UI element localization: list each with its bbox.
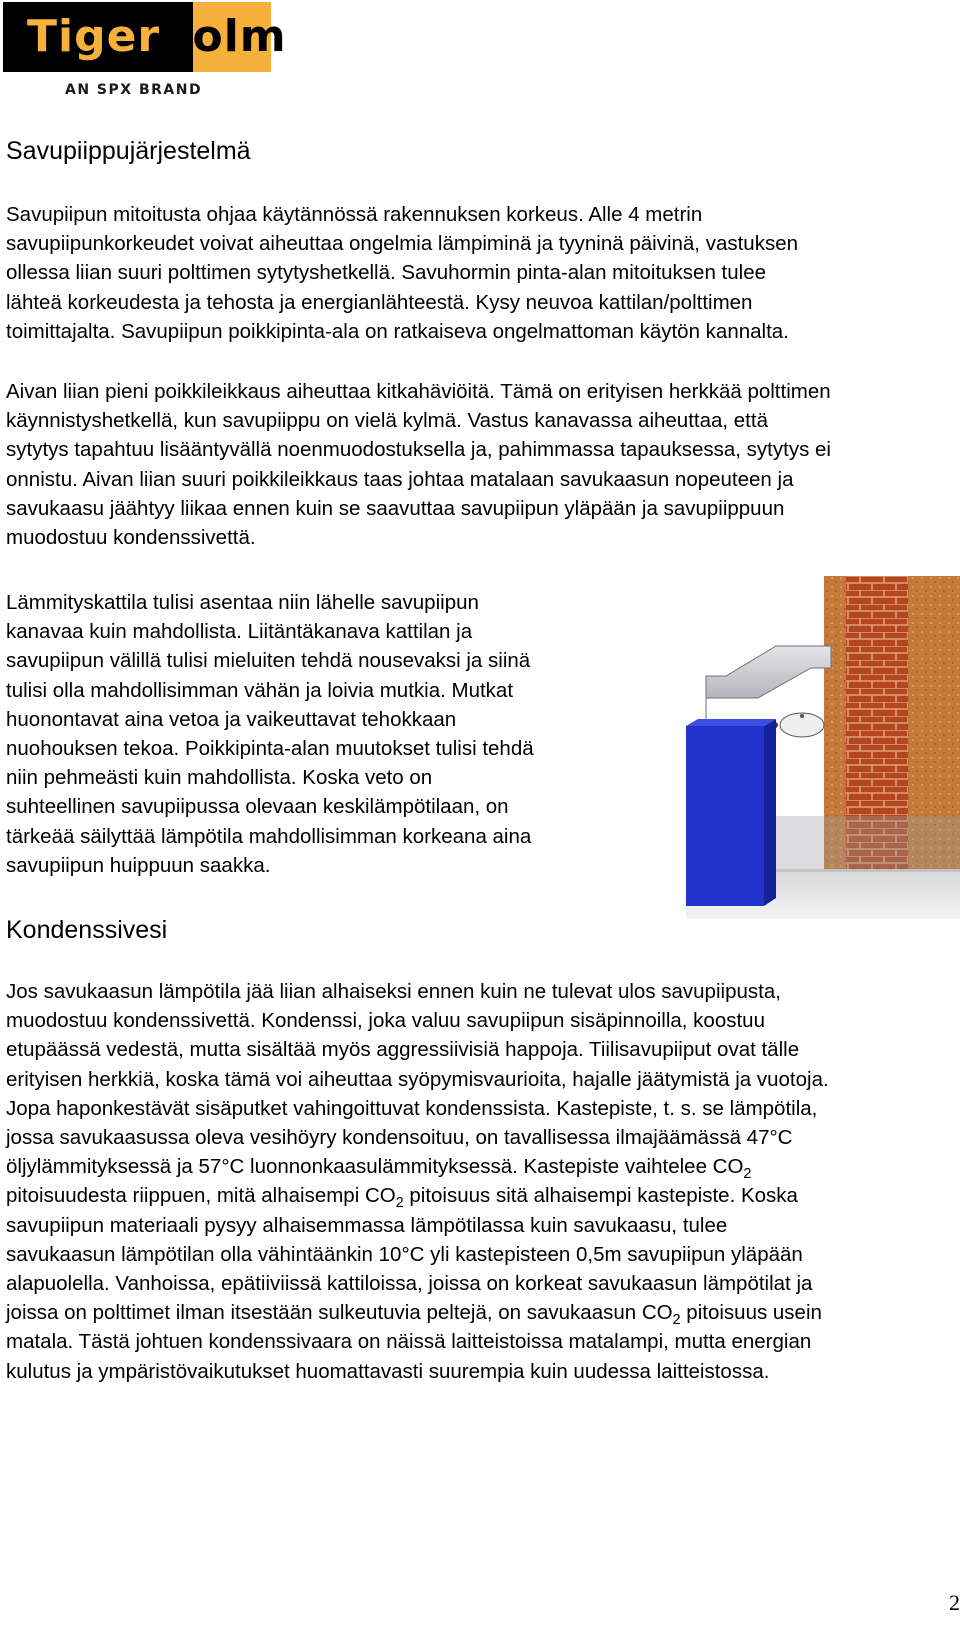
paragraph-line: jossa savukaasussa oleva vesihöyry kondensoituu, on tavallisessa ilmajäämässä 47°C	[6, 1126, 793, 1150]
paragraph-line: kulutus ja ympäristövaikutukset huomattavasti suurempia kuin uudessa laitteistossa.	[6, 1359, 770, 1383]
paragraph-line: tärkeää säilyttää lämpötila mahdollisimman korkeana aina	[6, 824, 532, 848]
paragraph-4	[6, 977, 960, 1386]
subscript-2: 2	[672, 1312, 681, 1329]
paragraph-line: Savupiipun mitoitusta ohjaa käytännössä rakennuksen korkeus. Alle 4 metrin	[6, 203, 703, 226]
paragraph-line: Jos savukaasun lämpötila jää liian alhaiseksi ennen kuin ne tulevat ulos savupiipusta,	[6, 980, 781, 1003]
subscript-2: 2	[395, 1195, 404, 1212]
paragraph-line: huonontavat aina vetoa ja vaikeuttavat tehokkaan	[6, 707, 457, 731]
paragraph-line: kanavaa kuin mahdollista. Liitäntäkanava kattilan ja	[6, 620, 473, 644]
paragraph-2	[6, 377, 960, 552]
paragraph-line: onnistu. Aivan liian suuri poikkileikkaus taas johtaa matalaan savukaasun nopeuteen ja	[6, 467, 794, 491]
boiler-side	[764, 719, 776, 906]
paragraph-line: käynnistyshetkellä, kun savupiippu on vielä kylmä. Vastus kanavassa aiheuttaa, että	[6, 409, 768, 433]
paragraph-line: savupiipun materiaali pysyy alhaisemmassa lämpötilassa kuin savukaasu, tulee	[6, 1213, 728, 1237]
paragraph-line: Aivan liian pieni poikkileikkaus aiheuttaa kitkahäviöitä. Tämä on erityisen herkkää polttimen	[6, 380, 831, 403]
paragraph-line	[6, 1152, 960, 1181]
paragraph-line: nuohouksen tekoa. Poikkipinta-alan muutokset tulisi tehdä	[6, 737, 534, 761]
paragraph-line: lähteä korkeudesta ja tehosta ja energianlähteestä. Kysy neuvoa kattilan/polttimen	[6, 290, 753, 314]
paragraph-line: toimittajalta. Savupiipun poikkipinta-ala on ratkaiseva ongelmattoman käytön kannalta.	[6, 319, 789, 343]
paragraph-1	[6, 200, 960, 346]
paragraph-line	[6, 1181, 960, 1210]
paragraph-3	[6, 588, 646, 880]
boiler-top	[686, 719, 776, 726]
paragraph-line: muodostuu kondenssivettä.	[6, 526, 256, 550]
paragraph-line: alapuolella. Vanhoissa, epätiiviissä kattiloissa, joissa on korkeat savukaasun lämpötilat ja	[6, 1272, 813, 1296]
paragraph-line: savukaasun lämpötilan olla vähintäänkin 10°C yli kastepisteen 0,5m savupiipun yläpään	[6, 1242, 803, 1266]
paragraph-line: suhteellinen savupiipussa olevaan keskilämpötilaan, on	[6, 795, 509, 819]
line-text: pitoisuudesta riippuen, mitä alhaisempi CO	[6, 1184, 396, 1208]
boiler-chimney-svg	[686, 576, 960, 919]
paragraph-line: matala. Tästä johtuen kondenssivaara on näissä laitteistoissa matalampi, mutta energian	[6, 1330, 812, 1354]
logo-tagline: AN SPX BRAND	[65, 82, 203, 98]
page-number: 2	[949, 1590, 960, 1615]
paragraph-line: ollessa liian suuri polttimen sytytyshetkellä. Savuhormin pinta-alan mitoituksen tulee	[6, 261, 767, 285]
paragraph-line: etupäässä vedestä, mutta sisältää myös aggressiivisiä happoja. Tiilisavupiiput ovat tälle	[6, 1038, 800, 1062]
paragraph-line: Lämmityskattila tulisi asentaa niin lähelle savupiipun	[6, 591, 479, 614]
paragraph-line: savupiipunkorkeudet voivat aiheuttaa ongelmia lämpiminä ja tyyninä päivinä, vastuksen	[6, 232, 798, 256]
line-text: pitoisuus usein	[680, 1301, 822, 1325]
paragraph-line: sytytys tapahtuu lisääntyvällä noenmuodostuksella ja, pahimmassa tapauksessa, sytytys ei	[6, 438, 831, 462]
paragraph-line: niin pehmeästi kuin mahdollista. Koska veto on	[6, 766, 433, 790]
regulator-knob	[800, 714, 804, 718]
tigerholm-logo	[3, 2, 287, 100]
logo-word-tiger: Tiger	[27, 11, 161, 62]
section-title-kondenssivesi: Kondenssivesi	[6, 916, 168, 944]
paragraph-line	[6, 1298, 960, 1327]
line-text: joissa on polttimet ilman itsestään sulkeutuvia peltejä, on savukaasun CO	[6, 1301, 673, 1325]
paragraph-line: erityisen herkkiä, koska tämä voi aiheuttaa syöpymisvaurioita, hajalle jäätymistä ja vuotoja.	[6, 1067, 829, 1091]
paragraph-line: savupiipun välillä tulisi mieluiten tehdä nousevaksi ja siinä	[6, 649, 531, 673]
section-title-savupiippujarjestelma: Savupiippujärjestelmä	[6, 137, 251, 165]
paragraph-line: muodostuu kondenssivettä. Kondenssi, joka valuu savupiipun sisäpinnoilla, koostuu	[6, 1009, 765, 1033]
paragraph-line: tulisi olla mahdollisimman vähän ja loivia mutkia. Mutkat	[6, 678, 514, 702]
line-text: öljylämmityksessä ja 57°C luonnonkaasulämmityksessä. Kastepiste vaihtelee CO	[6, 1155, 744, 1179]
boiler-front	[686, 726, 764, 906]
paragraph-line: Jopa haponkestävät sisäputket vahingoittuvat kondenssista. Kastepiste, t. s. se lämpötila,	[6, 1096, 818, 1120]
subscript-2: 2	[743, 1166, 752, 1183]
paragraph-line: savupiipun huippuun saakka.	[6, 853, 271, 877]
line-text: pitoisuus sitä alhaisempi kastepiste. Koska	[403, 1184, 798, 1208]
paragraph-line: savukaasu jäähtyy liikaa ennen kuin se saavuttaa savupiipun yläpään ja savupiippuun	[6, 496, 785, 520]
boiler-chimney-illustration	[686, 576, 960, 919]
logo-word-holm: holm	[160, 11, 287, 62]
logo-wordmark	[27, 11, 287, 62]
